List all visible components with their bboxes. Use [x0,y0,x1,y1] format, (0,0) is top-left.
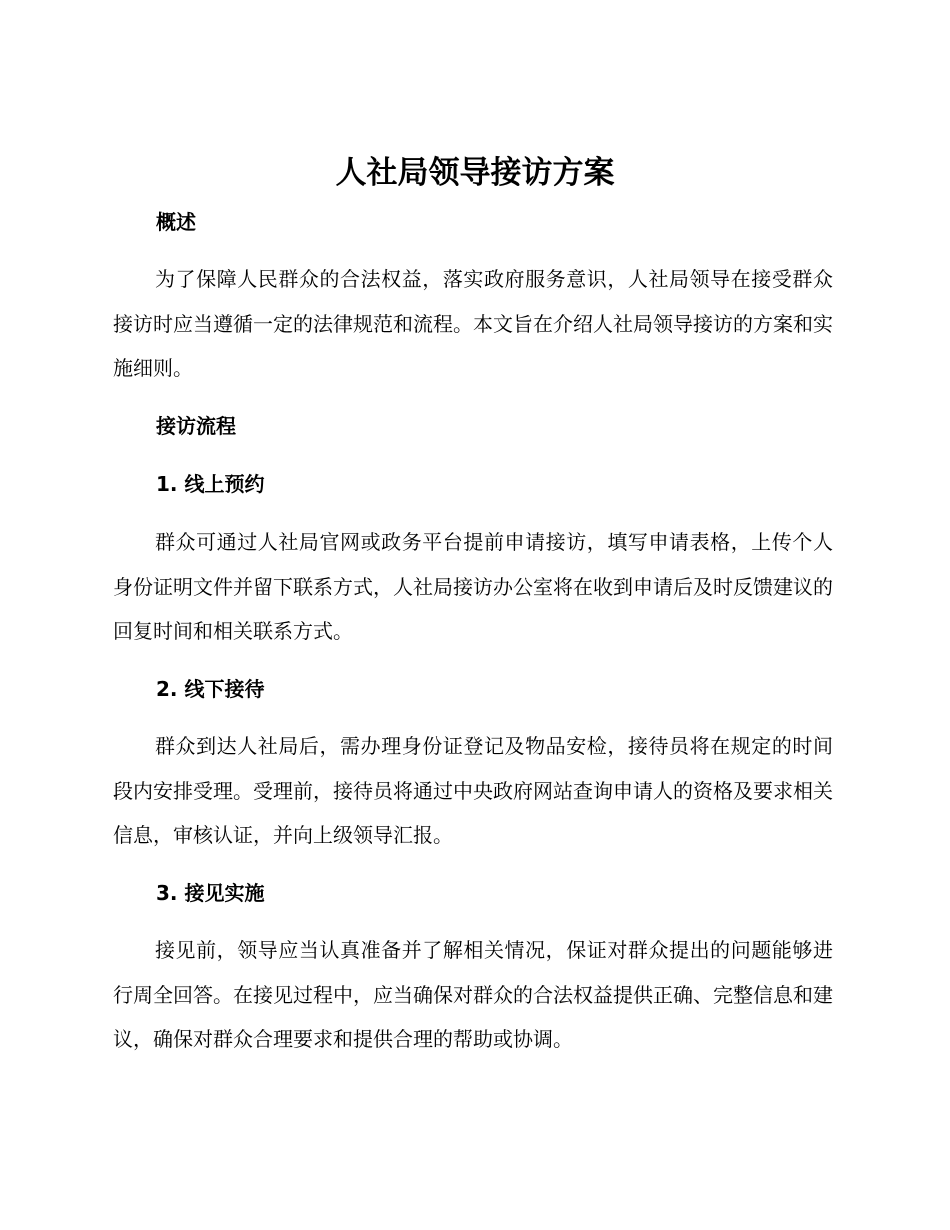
section-paragraph-meeting: 接见前，领导应当认真准备并了解相关情况，保证对群众提出的问题能够进行周全回答。在接见过程中，应当确保对群众的合法权益提供正确、完整信息和建议，确保对群众合理要求和提供合理的帮助或协调。 [113,938,833,1051]
section-paragraph-online-appointment: 群众可通过人社局官网或政务平台提前申请接访，填写申请表格，上传个人身份证明文件并留下联系方式，人社局接访办公室将在收到申请后及时反馈建议的回复时间和相关联系方式。 [113,530,833,643]
document-title: 人社局领导接访方案 [335,155,615,191]
section-paragraph-overview: 为了保障人民群众的合法权益，落实政府服务意识，人社局领导在接受群众接访时应当遵循一定的法律规范和流程。本文旨在介绍人社局领导接访的方案和实施细则。 [113,267,833,380]
section-heading-offline-reception: 2. 线下接待 [156,677,265,701]
section-heading-process: 接访流程 [156,414,236,438]
section-paragraph-offline-reception: 群众到达人社局后，需办理身份证登记及物品安检，接待员将在规定的时间段内安排受理。受理前，接待员将通过中央政府网站查询申请人的资格及要求相关信息，审核认证，并向上级领导汇报。 [113,734,833,847]
section-heading-meeting: 3. 接见实施 [156,881,265,905]
section-heading-online-appointment: 1. 线上预约 [156,472,265,496]
section-heading-overview: 概述 [156,210,196,234]
